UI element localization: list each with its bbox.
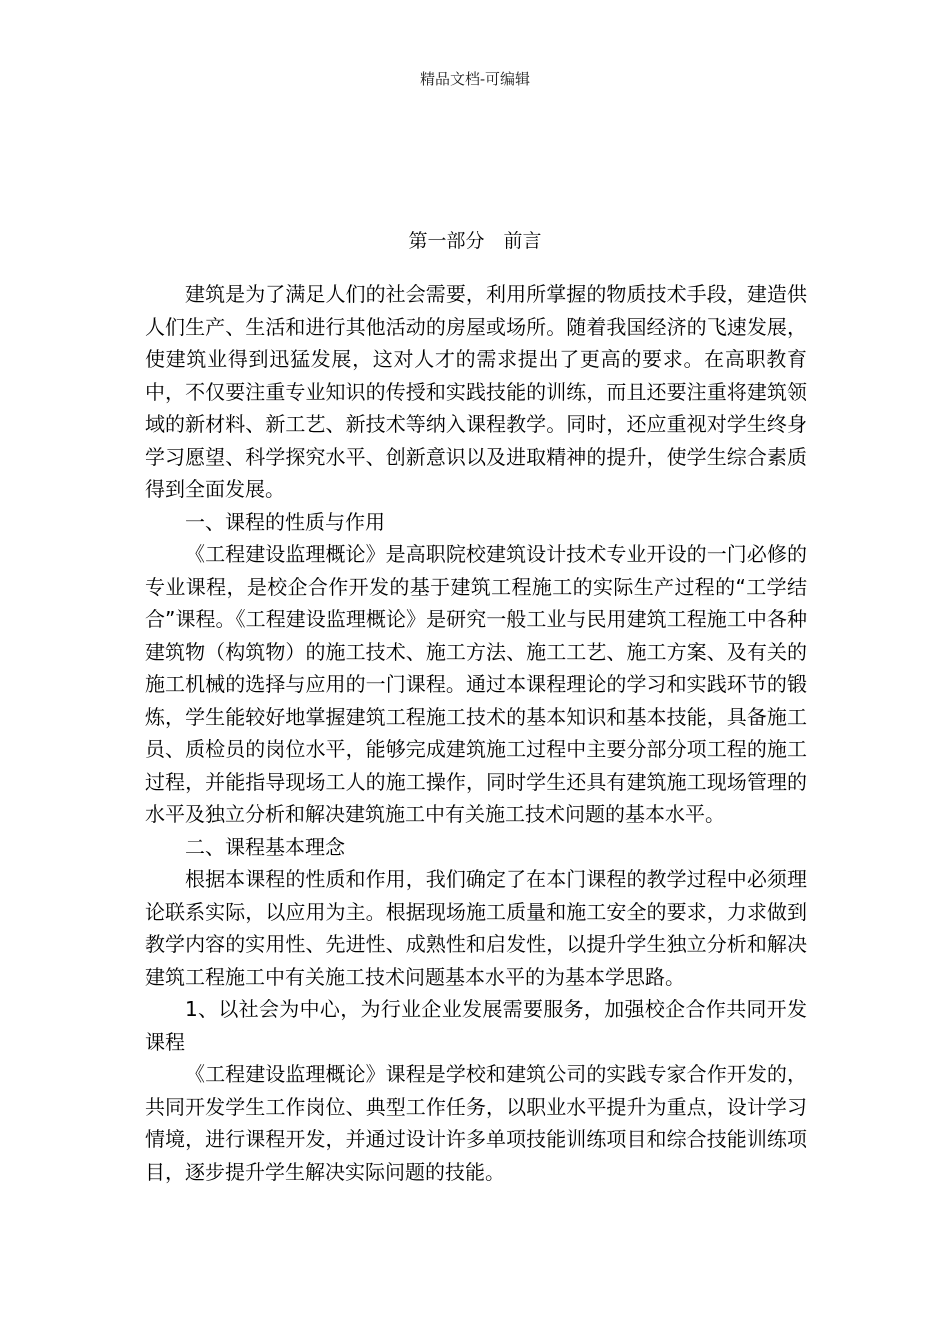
subheading-society-centered: 1、以社会为中心，为行业企业发展需要服务，加强校企合作共同开发课程	[145, 997, 807, 1054]
heading-course-philosophy: 二、课程基本理念	[185, 834, 345, 859]
section-title: 第一部分 前言	[408, 230, 542, 252]
page-header: 精品文档-可编辑	[419, 70, 531, 88]
intro-paragraph: 建筑是为了满足人们的社会需要，利用所掌握的物质技术手段，建造供人们生产、生活和进行其他活动的房屋或场所。随着我国经济的飞速发展，使建筑业得到迅猛发展，这对人才的需求提出了更高的要求。在高职教育中，不仅要注重专业知识的传授和实践技能的训练，而且还要注重将建筑领域的新材料、新工艺、新技术等纳入课程教学。同时，还应重视对学生终身学习愿望、科学探究水平、创新意识以及进取精神的提升，使学生综合素质得到全面发展。	[145, 282, 807, 501]
cooperation-paragraph: 《工程建设监理概论》课程是学校和建筑公司的实践专家合作开发的，共同开发学生工作岗位、典型工作任务，以职业水平提升为重点，设计学习情境，进行课程开发，并通过设计许多单项技能训练项目和综合技能训练项目，逐步提升学生解决实际问题的技能。	[145, 1062, 807, 1184]
document-body	[145, 278, 807, 1188]
course-philosophy-paragraph: 根据本课程的性质和作用，我们确定了在本门课程的教学过程中必须理论联系实际，以应用为主。根据现场施工质量和施工安全的要求，力求做到教学内容的实用性、先进性、成熟性和启发性，以提升学生独立分析和解决建筑工程施工中有关施工技术问题基本水平的为基本学思路。	[145, 867, 807, 989]
course-nature-paragraph: 《工程建设监理概论》是高职院校建筑设计技术专业开设的一门必修的专业课程，是校企合作开发的基于建筑工程施工的实际生产过程的“工学结合”课程。《工程建设监理概论》是研究一般工业与民用建筑工程施工中各种建筑物（构筑物）的施工技术、施工方法、施工工艺、施工方案、及有关的施工机械的选择与应用的一门课程。通过本课程理论的学习和实践环节的锻炼，学生能较好地掌握建筑工程施工技术的基本知识和基本技能，具备施工员、质检员的岗位水平，能够完成建筑施工过程中主要分部分项工程的施工过程，并能指导现场工人的施工操作，同时学生还具有建筑施工现场管理的水平及独立分析和解决建筑施工中有关施工技术问题的基本水平。	[145, 542, 807, 826]
heading-course-nature: 一、课程的性质与作用	[185, 509, 385, 534]
